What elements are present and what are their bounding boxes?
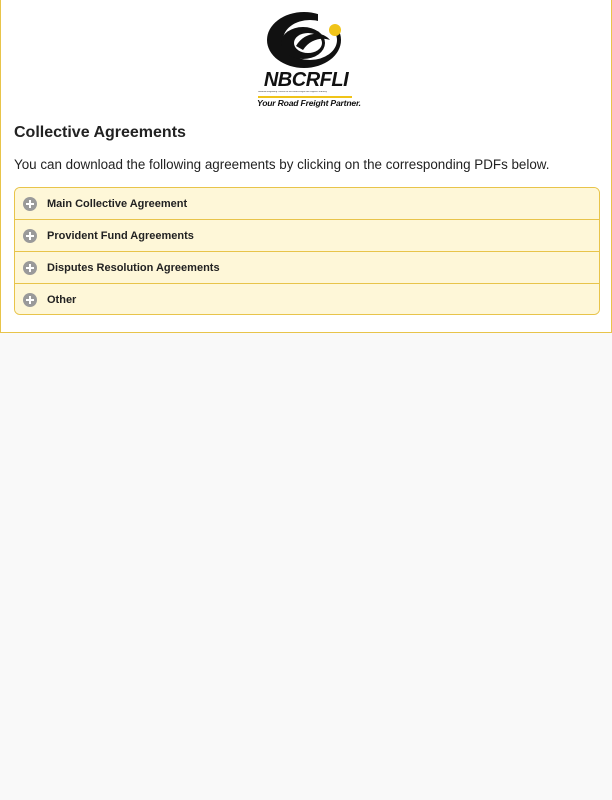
accordion-item-provident-fund-agreements[interactable] — [15, 220, 599, 252]
accordion-label: Provident Fund Agreements — [47, 230, 194, 242]
plus-circle-icon — [23, 197, 37, 211]
logo-title: NBCRFLI — [263, 69, 349, 91]
accordion-label: Main Collective Agreement — [47, 198, 188, 210]
plus-circle-icon — [23, 261, 37, 275]
agreements-accordion — [14, 187, 600, 315]
page-title: Collective Agreements — [14, 124, 186, 141]
accordion-item-other[interactable] — [15, 284, 599, 315]
accordion-item-disputes-resolution-agreements[interactable] — [15, 252, 599, 284]
nbcrfli-logo — [256, 10, 361, 108]
plus-circle-icon — [23, 293, 37, 307]
content-panel — [0, 0, 612, 333]
logo-subtitle: National Bargaining Council for the Road Freight and Logistics Industry — [258, 91, 327, 93]
accordion-label: Disputes Resolution Agreements — [47, 262, 220, 274]
intro-text: You can download the following agreements by clicking on the corresponding PDFs below. — [14, 157, 550, 172]
accordion-label: Other — [47, 294, 77, 306]
accordion-item-main-collective-agreement[interactable] — [15, 188, 599, 220]
logo-swirl-icon — [256, 10, 356, 70]
plus-circle-icon — [23, 229, 37, 243]
logo-tagline: Your Road Freight Partner. — [257, 98, 361, 108]
